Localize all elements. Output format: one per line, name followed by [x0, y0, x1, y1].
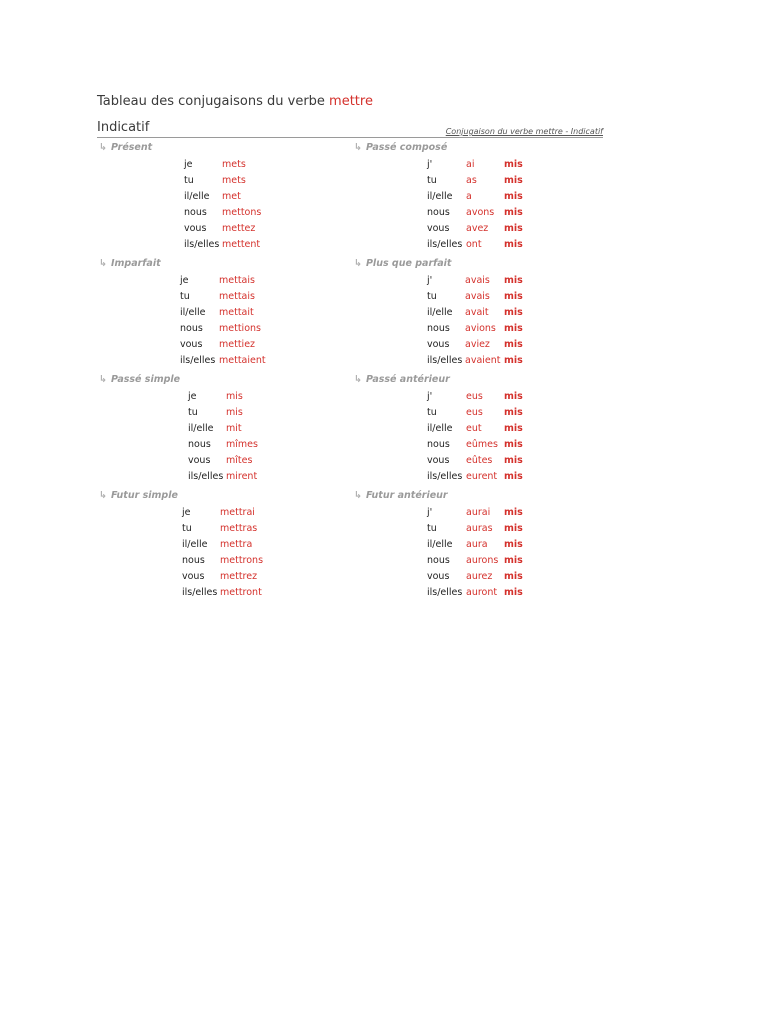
pronoun: ils/elles: [180, 355, 216, 366]
title-verb: mettre: [329, 94, 373, 109]
verb-form: met: [222, 191, 241, 202]
auxiliary-verb: eus: [466, 407, 483, 418]
verb-form: mettrons: [220, 555, 264, 566]
auxiliary-verb: avais: [465, 275, 490, 286]
auxiliary-verb: aurez: [466, 571, 493, 582]
past-participle: mis: [504, 207, 523, 218]
mood-title: Indicatif: [97, 120, 150, 135]
past-participle: mis: [504, 355, 523, 366]
pronoun: tu: [182, 523, 192, 534]
verb-form: mit: [226, 423, 242, 434]
past-participle: mis: [504, 159, 523, 170]
auxiliary-verb: as: [466, 175, 477, 186]
auxiliary-verb: eurent: [466, 471, 498, 482]
past-participle: mis: [504, 423, 523, 434]
pronoun: nous: [427, 555, 450, 566]
pronoun: tu: [427, 407, 437, 418]
auxiliary-verb: eut: [466, 423, 482, 434]
verb-form: mettais: [219, 275, 255, 286]
auxiliary-verb: a: [466, 191, 472, 202]
auxiliary-verb: aurai: [466, 507, 491, 518]
auxiliary-verb: eûmes: [466, 439, 498, 450]
pronoun: vous: [427, 455, 450, 466]
auxiliary-verb: auras: [466, 523, 493, 534]
verb-form: mettiez: [219, 339, 256, 350]
pronoun: je: [180, 275, 189, 286]
past-participle: mis: [504, 239, 523, 250]
curved-arrow-icon: ↳: [354, 374, 362, 385]
past-participle: mis: [504, 175, 523, 186]
pronoun: j': [427, 275, 433, 286]
verb-form: mettait: [219, 307, 254, 318]
pronoun: il/elle: [180, 307, 206, 318]
pronoun: vous: [182, 571, 205, 582]
tense-title-passe-anterieur: ↳ Passé antérieur: [354, 374, 450, 385]
verb-form: mettras: [220, 523, 258, 534]
past-participle: mis: [504, 307, 523, 318]
pronoun: tu: [180, 291, 190, 302]
tense-title-passe-compose: ↳ Passé composé: [354, 142, 448, 153]
pronoun: je: [182, 507, 191, 518]
auxiliary-verb: aviez: [465, 339, 490, 350]
pronoun: ils/elles: [427, 239, 463, 250]
verb-form: mettra: [220, 539, 253, 550]
past-participle: mis: [504, 471, 523, 482]
pronoun: je: [188, 391, 197, 402]
verb-form: mets: [222, 175, 246, 186]
past-participle: mis: [504, 339, 523, 350]
tense-title-futur-simple: ↳ Futur simple: [99, 490, 178, 501]
pronoun: il/elle: [427, 307, 453, 318]
pronoun: j': [427, 507, 433, 518]
pronoun: je: [184, 159, 193, 170]
past-participle: mis: [504, 523, 523, 534]
tense-title-imparfait: ↳ Imparfait: [99, 258, 161, 269]
pronoun: vous: [184, 223, 207, 234]
pronoun: il/elle: [182, 539, 208, 550]
auxiliary-verb: avais: [465, 291, 490, 302]
past-participle: mis: [504, 587, 523, 598]
mood-conjugation-link[interactable]: Conjugaison du verbe mettre - Indicatif: [445, 127, 603, 136]
curved-arrow-icon: ↳: [99, 142, 107, 153]
verb-form: mirent: [226, 471, 258, 482]
pronoun: il/elle: [427, 423, 453, 434]
auxiliary-verb: avez: [466, 223, 489, 234]
past-participle: mis: [504, 391, 523, 402]
past-participle: mis: [504, 507, 523, 518]
curved-arrow-icon: ↳: [99, 490, 107, 501]
auxiliary-verb: avaient: [465, 355, 501, 366]
past-participle: mis: [504, 275, 523, 286]
verb-form: mettions: [219, 323, 261, 334]
verb-form: mettaient: [219, 355, 266, 366]
pronoun: ils/elles: [184, 239, 220, 250]
mood-header: [97, 120, 603, 138]
title-prefix: Tableau des conjugaisons du verbe: [97, 94, 330, 109]
pronoun: tu: [427, 291, 437, 302]
auxiliary-verb: avons: [466, 207, 495, 218]
pronoun: tu: [427, 175, 437, 186]
auxiliary-verb: eus: [466, 391, 483, 402]
curved-arrow-icon: ↳: [354, 142, 362, 153]
pronoun: vous: [427, 339, 450, 350]
curved-arrow-icon: ↳: [99, 258, 107, 269]
curved-arrow-icon: ↳: [354, 490, 362, 501]
pronoun: ils/elles: [427, 355, 463, 366]
pronoun: nous: [427, 207, 450, 218]
verb-form: mettais: [219, 291, 255, 302]
verb-form: mettez: [222, 223, 256, 234]
past-participle: mis: [504, 555, 523, 566]
auxiliary-verb: aurons: [466, 555, 499, 566]
pronoun: nous: [427, 323, 450, 334]
pronoun: ils/elles: [182, 587, 218, 598]
verb-form: mettrez: [220, 571, 258, 582]
past-participle: mis: [504, 439, 523, 450]
auxiliary-verb: aura: [466, 539, 488, 550]
page-title: [97, 94, 373, 109]
pronoun: tu: [427, 523, 437, 534]
pronoun: nous: [427, 439, 450, 450]
auxiliary-verb: avait: [465, 307, 489, 318]
past-participle: mis: [504, 407, 523, 418]
tense-title-present: ↳ Présent: [99, 142, 153, 153]
verb-form: mettront: [220, 587, 262, 598]
pronoun: vous: [427, 223, 450, 234]
pronoun: il/elle: [188, 423, 214, 434]
past-participle: mis: [504, 539, 523, 550]
pronoun: j': [427, 391, 433, 402]
pronoun: vous: [180, 339, 203, 350]
pronoun: nous: [188, 439, 211, 450]
pronoun: nous: [184, 207, 207, 218]
past-participle: mis: [504, 223, 523, 234]
pronoun: nous: [180, 323, 203, 334]
pronoun: il/elle: [184, 191, 210, 202]
verb-form: mettons: [222, 207, 262, 218]
auxiliary-verb: auront: [466, 587, 498, 598]
verb-form: mets: [222, 159, 246, 170]
curved-arrow-icon: ↳: [354, 258, 362, 269]
auxiliary-verb: ont: [466, 239, 482, 250]
auxiliary-verb: ai: [466, 159, 475, 170]
pronoun: tu: [184, 175, 194, 186]
pronoun: nous: [182, 555, 205, 566]
verb-form: mettrai: [220, 507, 255, 518]
verb-form: mîtes: [226, 455, 253, 466]
pronoun: ils/elles: [188, 471, 224, 482]
past-participle: mis: [504, 455, 523, 466]
pronoun: tu: [188, 407, 198, 418]
pronoun: vous: [188, 455, 211, 466]
pronoun: il/elle: [427, 539, 453, 550]
tense-title-futur-anterieur: ↳ Futur antérieur: [354, 490, 448, 501]
verb-form: mîmes: [226, 439, 258, 450]
pronoun: ils/elles: [427, 587, 463, 598]
pronoun: il/elle: [427, 191, 453, 202]
past-participle: mis: [504, 291, 523, 302]
verb-form: mis: [226, 391, 243, 402]
auxiliary-verb: avions: [465, 323, 496, 334]
pronoun: j': [427, 159, 433, 170]
auxiliary-verb: eûtes: [466, 455, 493, 466]
pronoun: vous: [427, 571, 450, 582]
past-participle: mis: [504, 571, 523, 582]
pronoun: ils/elles: [427, 471, 463, 482]
tense-title-passe-simple: ↳ Passé simple: [99, 374, 181, 385]
verb-form: mis: [226, 407, 243, 418]
past-participle: mis: [504, 191, 523, 202]
tense-title-plus-que-parfait: ↳ Plus que parfait: [354, 258, 452, 269]
curved-arrow-icon: ↳: [99, 374, 107, 385]
verb-form: mettent: [222, 239, 261, 250]
past-participle: mis: [504, 323, 523, 334]
